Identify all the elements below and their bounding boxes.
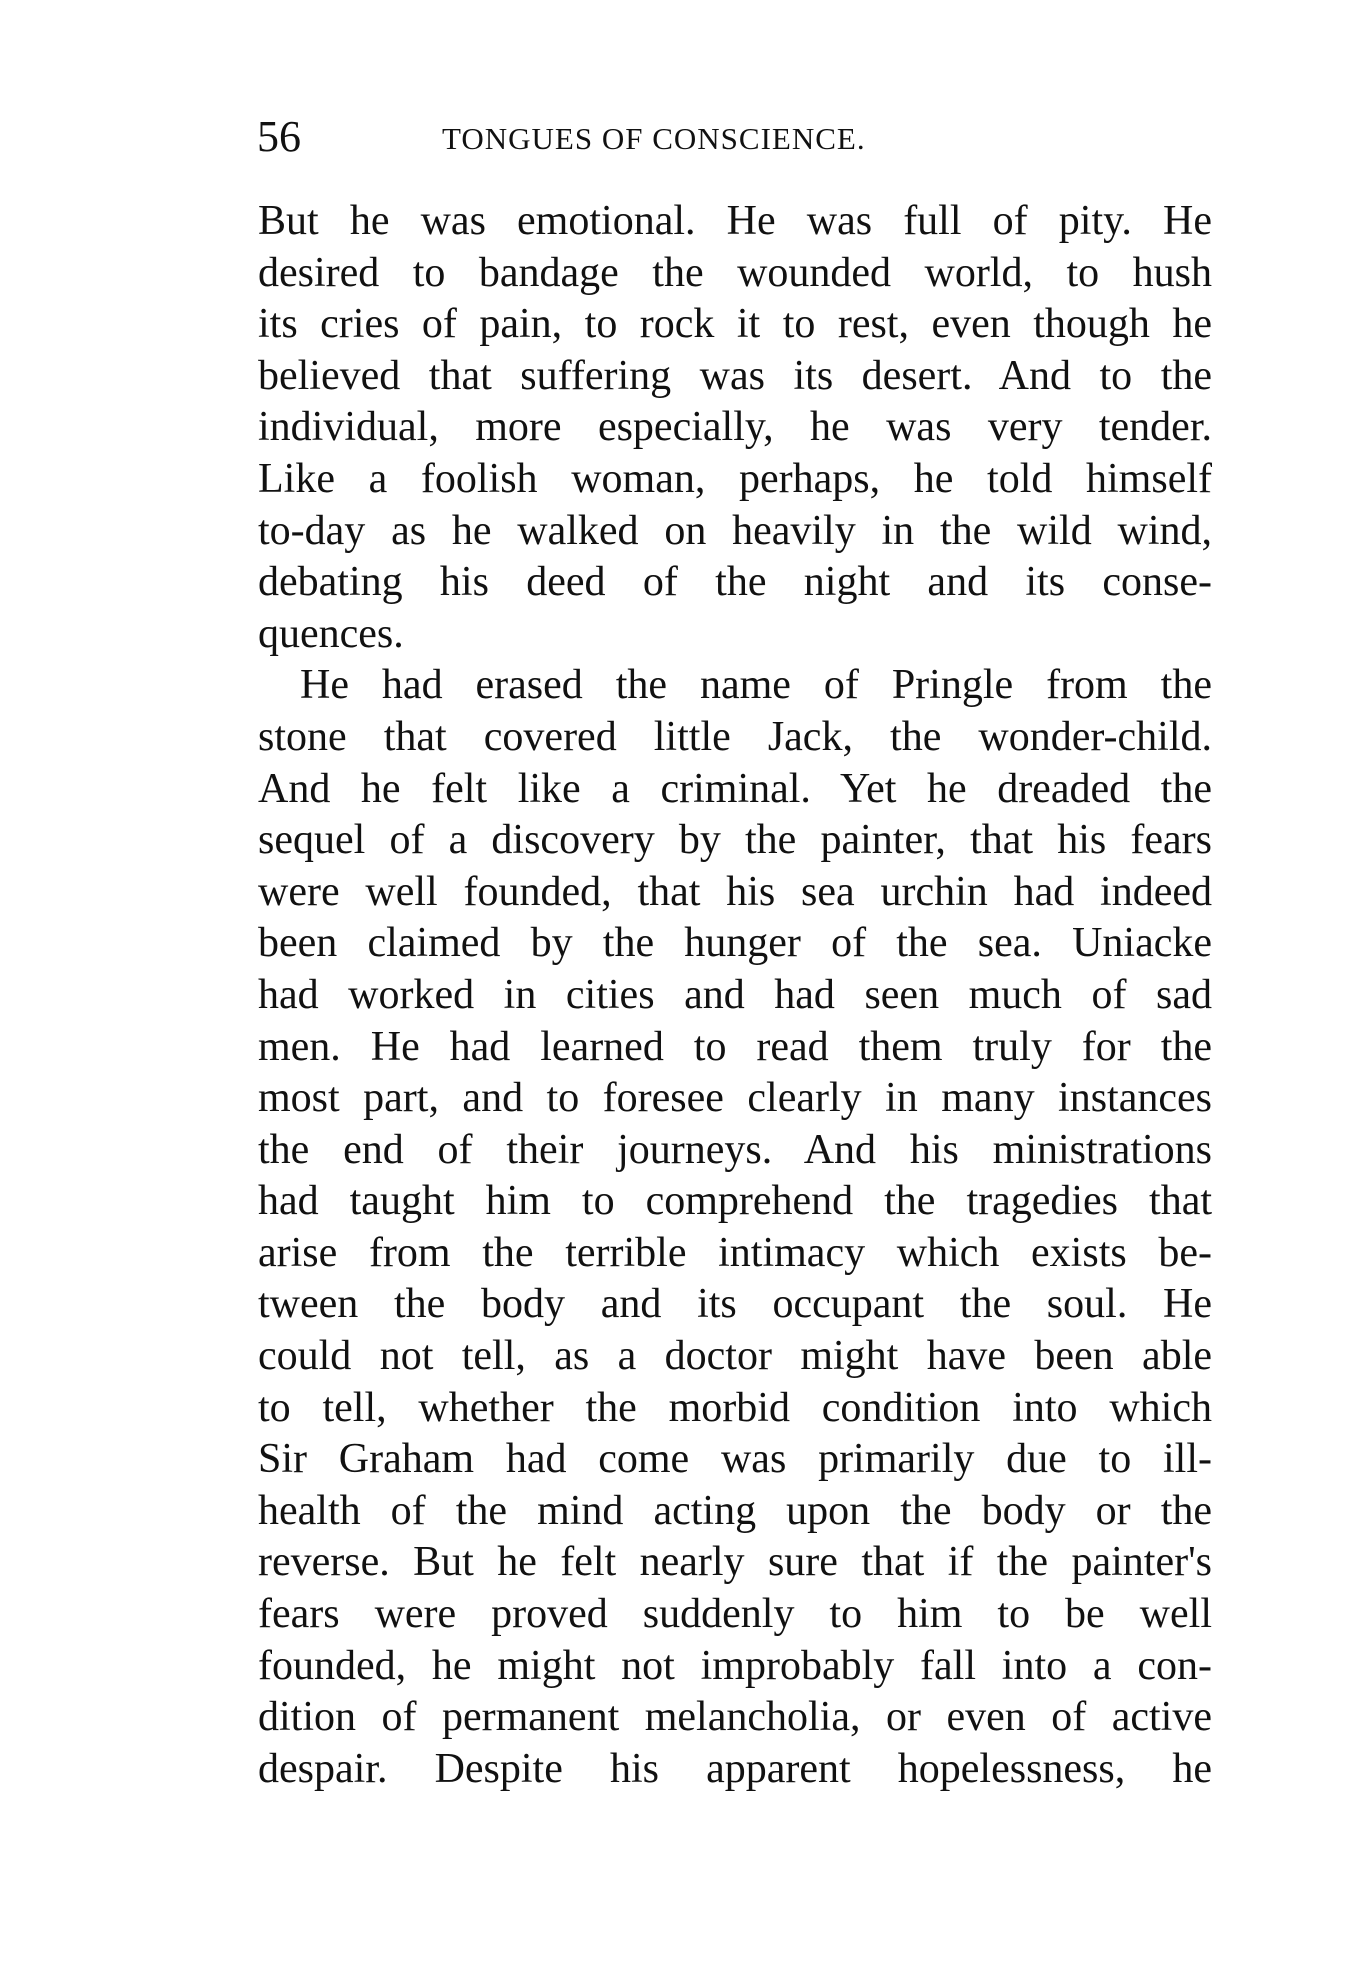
text-line: believed that suffering was its desert. And to the	[258, 352, 1212, 399]
text-line: the end of their journeys. And his ministrations	[258, 1126, 1212, 1173]
text-line: Sir Graham had come was primarily due to ill-	[258, 1436, 1212, 1483]
body-text	[258, 196, 1212, 1795]
text-line: were well founded, that his sea urchin had indeed	[258, 868, 1212, 915]
text-line: been claimed by the hunger of the sea. Uniacke	[258, 920, 1212, 967]
text-line: most part, and to foresee clearly in many instances	[258, 1075, 1212, 1122]
text-line: its cries of pain, to rock it to rest, even though he	[258, 301, 1212, 348]
text-line: quences.	[258, 610, 404, 657]
text-line: had taught him to comprehend the tragedies that	[258, 1178, 1212, 1225]
text-line: men. He had learned to read them truly for the	[258, 1023, 1212, 1070]
text-line: debating his deed of the night and its conse-	[258, 559, 1212, 606]
text-line: individual, more especially, he was very tender.	[258, 404, 1212, 451]
text-line: could not tell, as a doctor might have been able	[258, 1333, 1212, 1380]
text-line: sequel of a discovery by the painter, that his fears	[258, 817, 1212, 864]
paragraph	[258, 660, 1212, 1795]
text-line: stone that covered little Jack, the wonder-child.	[258, 713, 1212, 760]
running-header	[257, 112, 1217, 162]
text-line: fears were proved suddenly to him to be well	[258, 1591, 1212, 1638]
text-line: health of the mind acting upon the body or the	[258, 1487, 1212, 1534]
text-line: tween the body and its occupant the soul. He	[258, 1281, 1212, 1328]
text-line: He had erased the name of Pringle from the	[300, 662, 1212, 709]
text-line: to-day as he walked on heavily in the wild wind,	[258, 507, 1212, 554]
text-line: But he was emotional. He was full of pity. He	[258, 198, 1212, 244]
text-line: despair. Despite his apparent hopelessness, he	[258, 1745, 1212, 1792]
text-line: reverse. But he felt nearly sure that if the painter's	[258, 1539, 1212, 1586]
text-line: founded, he might not improbably fall into a con-	[258, 1642, 1212, 1689]
text-line: arise from the terrible intimacy which exists be-	[258, 1229, 1212, 1276]
paragraph	[258, 196, 1212, 660]
text-line: had worked in cities and had seen much of sad	[258, 971, 1212, 1018]
text-line: dition of permanent melancholia, or even of active	[258, 1694, 1212, 1741]
text-line: And he felt like a criminal. Yet he dreaded the	[258, 765, 1212, 812]
text-line: to tell, whether the morbid condition into which	[258, 1384, 1212, 1431]
running-title: TONGUES OF CONSCIENCE.	[442, 121, 866, 156]
page-number: 56	[257, 112, 301, 161]
text-line: desired to bandage the wounded world, to hush	[258, 249, 1212, 296]
text-line: Like a foolish woman, perhaps, he told himself	[258, 455, 1212, 502]
